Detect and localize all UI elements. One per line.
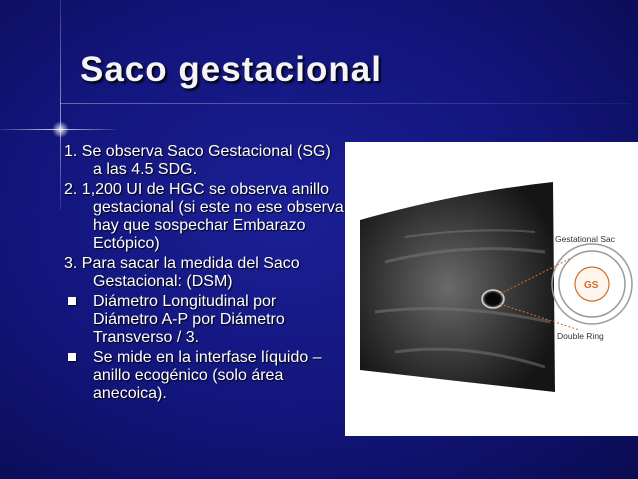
title-underline	[60, 103, 630, 104]
numbered-item-1: 1. Se observa Saco Gestacional (SG) a las 4.5 SDG.	[64, 143, 331, 178]
bullet-item-2	[64, 349, 344, 403]
decorative-glow	[52, 121, 69, 138]
square-bullet-icon	[68, 297, 76, 305]
slide-title: Saco gestacional	[80, 50, 382, 89]
double-ring-label: Double Ring	[557, 331, 604, 341]
numbered-item-3: 3. Para sacar la medida del Saco Gestacional: (DSM)	[64, 255, 300, 290]
ultrasound-figure	[345, 142, 638, 436]
gestational-sac-label: Gestational Sac	[555, 234, 616, 244]
bullet-item-2-text: Se mide en la interfase líquido – anillo ecogénico (solo área anecoica).	[93, 349, 322, 402]
ultrasound-diagram	[345, 142, 638, 436]
slide-body	[64, 143, 344, 405]
decorative-vertical-line	[60, 0, 61, 210]
gs-label: GS	[584, 280, 599, 291]
bullet-item-1-text: Diámetro Longitudinal por Diámetro A-P por Diámetro Transverso / 3.	[93, 293, 285, 346]
numbered-item-2: 2. 1,200 UI de HGC se observa anillo gestacional (si este no ese observa hay que sospechar Embarazo Ectópico)	[64, 181, 344, 252]
bullet-item-1	[64, 293, 344, 347]
gestational-sac-image	[482, 290, 504, 308]
square-bullet-icon	[68, 353, 76, 361]
